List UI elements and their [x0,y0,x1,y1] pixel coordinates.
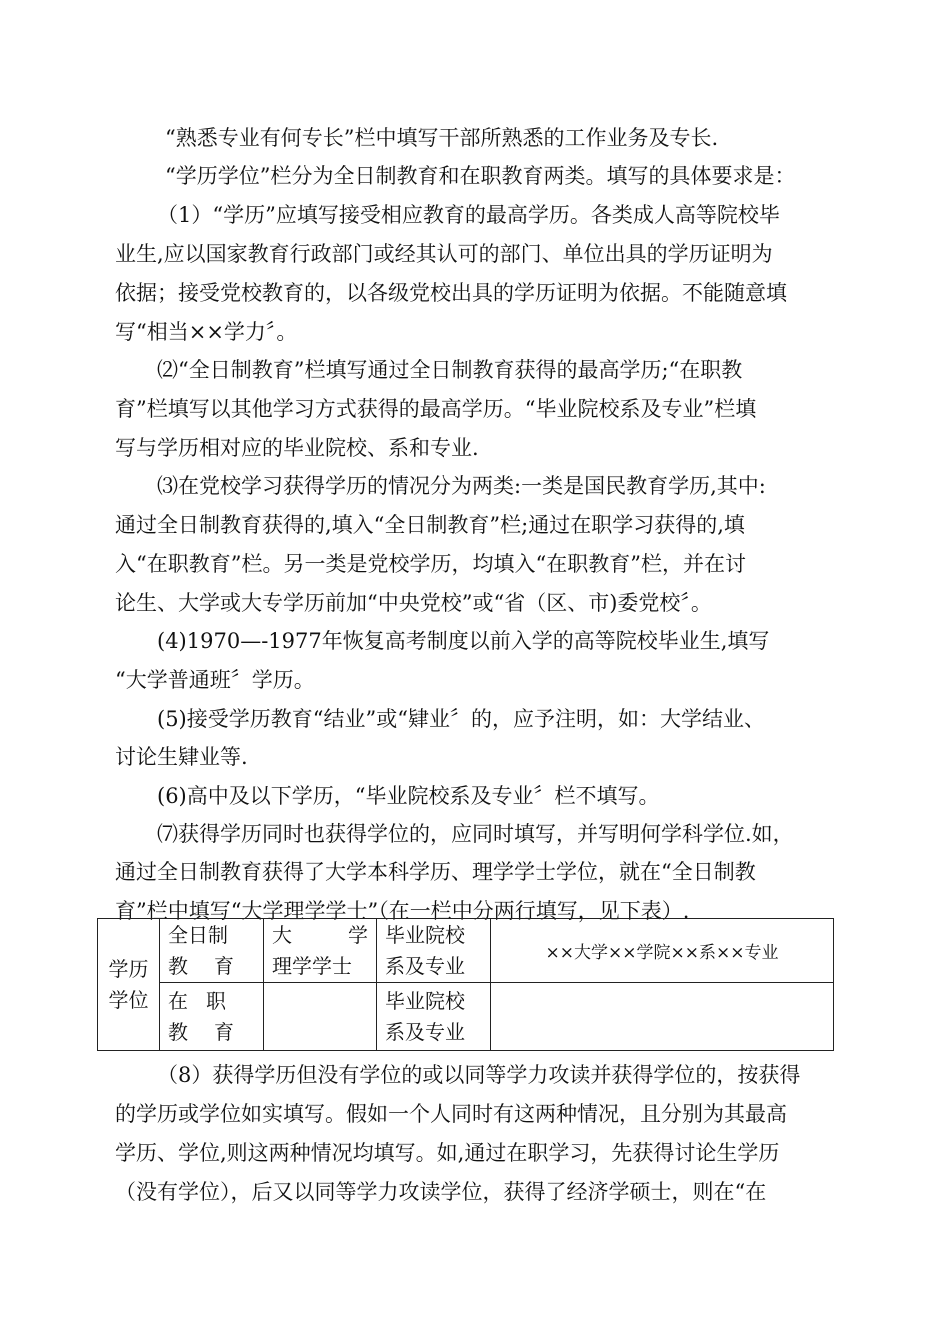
paragraph-line: 育”栏填写以其他学习方式获得的最高学历。“毕业院校系及专业”栏填 [115,397,757,421]
paragraph-line: （1）“学历”应填写接受相应教育的最高学历。各类成人高等院校毕 [157,203,780,227]
fulltime-label-row [168,951,234,982]
inservice-label-row [168,986,226,1017]
paragraph-line: 通过全日制教育获得的,填入“全日制教育”栏;通过在职学习获得的,填 [115,513,745,537]
inservice-char: 职 [206,988,226,1013]
fulltime-char: 育 [214,953,234,978]
school-label: 系及专业 [385,1019,465,1044]
paragraph-line: 学历、学位,则这两种情况均填写。如,通过在职学习，先获得讨论生学历 [115,1141,780,1165]
paragraph-line: ⑵“全日制教育”栏填写通过全日制教育获得的最高学历;“在职教 [157,358,743,382]
degree-char: 学 [348,922,368,947]
paragraph-line: ⑶在党校学习获得学历的情况分为两类:一类是国民教育学历,其中: [157,474,766,498]
paragraph-line: （没有学位），后又以同等学力攻读学位，获得了经济学硕士，则在“在 [115,1180,767,1204]
degree-example-table [97,918,834,1051]
paragraph-line: 业生,应以国家教育行政部门或经其认可的部门、单位出具的学历证明为 [115,242,773,266]
school-cell [377,983,491,1051]
fulltime-label: 全日制 [168,922,228,947]
paragraph-line: “大学普通班〞学历。 [115,668,315,692]
row-header-cell [98,919,160,1051]
inservice-char: 在 [168,988,188,1013]
school-label: 毕业院校 [385,988,465,1013]
paragraph-line: 论生、大学或大专学历前加“中央党校”或“省（区、市)委党校〞。 [115,591,712,615]
school-label: 毕业院校 [385,922,465,947]
paragraph-line: 写“相当××学力〞。 [115,320,298,344]
paragraph-line: ⑺获得学历同时也获得学位的，应同时填写，并写明何学科学位.如， [157,822,794,846]
paragraph-line: （8）获得学历但没有学位的或以同等学力攻读并获得学位的，按获得 [157,1063,801,1087]
inservice-degree-cell [264,983,377,1051]
fulltime-cell [160,919,264,983]
paragraph-line: 的学历或学位如实填写。假如一个人同时有这两种情况，且分别为其最高 [115,1102,787,1126]
degree-char: 大 [272,922,292,947]
inservice-major-cell [491,983,834,1051]
row-header-label: 学历 [108,956,149,981]
inservice-label-row [168,1017,234,1048]
degree-value: 理学学士 [272,953,352,978]
degree-label-row [272,920,368,951]
school-label: 系及专业 [385,953,465,978]
paragraph-line: “学历学位”栏分为全日制教育和在职教育两类。填写的具体要求是： [165,164,796,188]
school-cell [377,919,491,983]
paragraph-line: “熟悉专业有何专长”栏中填写干部所熟悉的工作业务及专长. [165,126,719,150]
degree-cell [264,919,377,983]
paragraph-line: 通过全日制教育获得了大学本科学历、理学学士学位，就在“全日制教 [115,860,756,884]
fulltime-char: 教 [168,953,188,978]
paragraph-line: 入“在职教育”栏。另一类是党校学历，均填入“在职教育”栏，并在讨 [115,552,746,576]
paragraph-line: (5)接受学历教育“结业”或“肄业〞的，应予注明，如：大学结业、 [157,707,765,731]
major-value-cell: ××大学××学院××系××专业 [491,919,834,983]
paragraph-line: 讨论生肄业等. [115,745,248,769]
inservice-char: 育 [214,1019,234,1044]
paragraph-line: 写与学历相对应的毕业院校、系和专业. [115,436,479,460]
paragraph-line: 依据；接受党校教育的，以各级党校出具的学历证明为依据。不能随意填 [115,281,787,305]
paragraph-line: (6)高中及以下学历，“毕业院校系及专业〞栏不填写。 [157,784,660,808]
paragraph-line: (4)1970—-1977年恢复高考制度以前入学的高等院校毕业生,填写 [157,629,770,653]
inservice-cell [160,983,264,1051]
inservice-char: 教 [168,1019,188,1044]
paragraph-line: 育”栏中填写“大学理学学士”（在一栏中分两行填写，见下表）. [115,899,690,923]
row-header-label: 学位 [108,987,149,1012]
